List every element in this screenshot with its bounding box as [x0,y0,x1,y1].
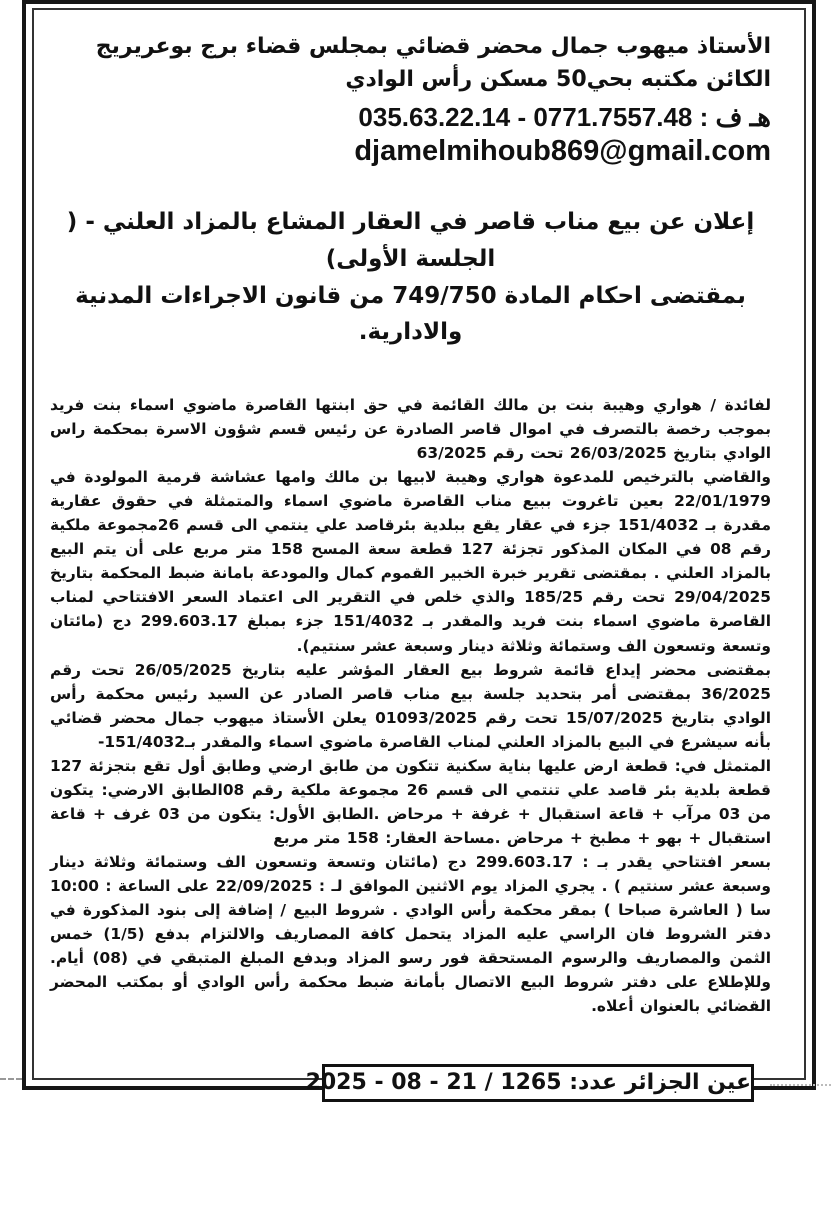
paragraph-authorization: والقاضي بالترخيص للمدعوة هواري وهيبة لابيها بن مالك وامها عشاشة قرمية المولودة في 22/01/1979 بعين تاغروت ببيع مناب القاصرة ماضوي اسماء والمتمثلة في حقوق عقارية مقدرة بـ 151/4032 جزء في عقار يقع ببلدية بئرقاصد علي ينتمي الى قسم 26مجموعة ملكية رقم 08 في المكان المذكور تجزئة 127 قطعة سعة المسح 158 متر مربع على أن يتم البيع بالمزاد العلني . بمقتضى تقرير خبرة الخبير القموم كمال والمودعة بامانة ضبط المحكمة بتاريخ 29/04/2025 تحت رقم 185/25 والذي خلص في التقرير الى اعتماد السعر الافتتاحي لمناب القاصرة ماضوي اسماء بنت فريد والمقدر بـ 151/4032 جزء بمبلغ 299.603.17 دج (مائتان وتسعة وتسعون الف وستمائة وثلاثة دينار وسبعة عشر سنتيم). [50,468,772,655]
bailiff-name: الأستاذ ميهوب جمال محضر قضائي بمجلس قضاء برج بوعريريج [95,34,771,59]
phone-numbers: هـ ف : 0771.7557.48 - 035.63.22.14 [358,102,771,132]
announcement-title-line2: بمقتضى احكام المادة 749/750 من قانون الاجراءات المدنية والادارية. [75,282,746,346]
email-address: djamelmihoub869@gmail.com [354,135,771,167]
announcement-title [50,204,771,351]
announcement-title-line1: إعلان عن بيع مناب قاصر في العقار المشاع بالمزاد العلني - ( الجلسة الأولى) [66,209,755,272]
cut-line-left [0,1078,22,1080]
publication-footer: عين الجزائر عدد: 1265 / 21 - 08 - 2025 [322,1064,754,1102]
notice-body [50,393,771,1018]
office-address: الكائن مكتبه بحي50 مسكن رأس الوادي [345,67,771,92]
paragraph-property: المتمثل في: قطعة ارض عليها بناية سكنية تتكون من طابق ارضي وطابق أول تقع بتجزئة 127 قطعة بلدية بئر قاصد علي تنتمي الى قسم 26 مجموعة ملكية رقم 08الطابق الارضي: يتكون من 03 مرآب + قاعة استقبال + غرفة + مرحاض .الطابق الأول: يتكون من 03 غرف + قاعة استقبال + بهو + مطبخ + مرحاض .مساحة العقار: 158 متر مربع [50,756,771,847]
notice-content [50,30,771,1018]
paragraph-beneficiary: لفائدة / هواري وهيبة بنت بن مالك القائمة في حق ابنتها القاصرة ماضوي اسماء بنت فريد بموجب رخصة بالتصرف في اموال قاصر الصادرة عن رئيس قسم شؤون الاسرة بمحكمة راس الوادي بتاريخ 26/03/2025 تحت رقم 63/2025 [50,396,771,463]
paragraph-price-terms: بسعر افتتاحي يقدر بـ : 299.603.17 دج (مائتان وتسعة وتسعون الف وستمائة وثلاثة دينار وسبعة عشر سنتيم ) . يجري المزاد يوم الاثنين الموافق لـ : 22/09/2025 على الساعة : 10:00 سا ( العاشرة صباحا ) بمقر محكمة رأس الوادي . شروط البيع / إضافة إلى بنود المذكورة في دفتر الشروط فان الراسي عليه المزاد يتحمل كافة المصاريف والالتزام بدفع (1/5) خمس الثمن والمصاريف والرسوم المستحقة فور رسو المزاد وبدفع المبلغ المتبقي في (08) أيام. وللإطلاع على دفتر شروط البيع الاتصال بأمانة ضبط محكمة رأس الوادي أو بمكتب المحضر القضائي بالعنوان أعلاه. [50,852,772,1015]
cut-line-right [770,1084,831,1086]
paragraph-sale-order: بمقتضى محضر إيداع قائمة شروط بيع العقار المؤشر عليه بتاريخ 26/05/2025 تحت رقم 36/2025 بمقتضى أمر بتحديد جلسة بيع مناب قاصر الصادر عن السيد رئيس محكمة رأس الوادي بتاريخ 15/07/2025 تحت رقم 01093/2025 يعلن الأستاذ ميهوب جمال محضر قضائي بأنه سيشرع في البيع بالمزاد العلني لمناب القاصرة ماضوي اسماء والمقدر بـ151/4032- [50,660,771,751]
